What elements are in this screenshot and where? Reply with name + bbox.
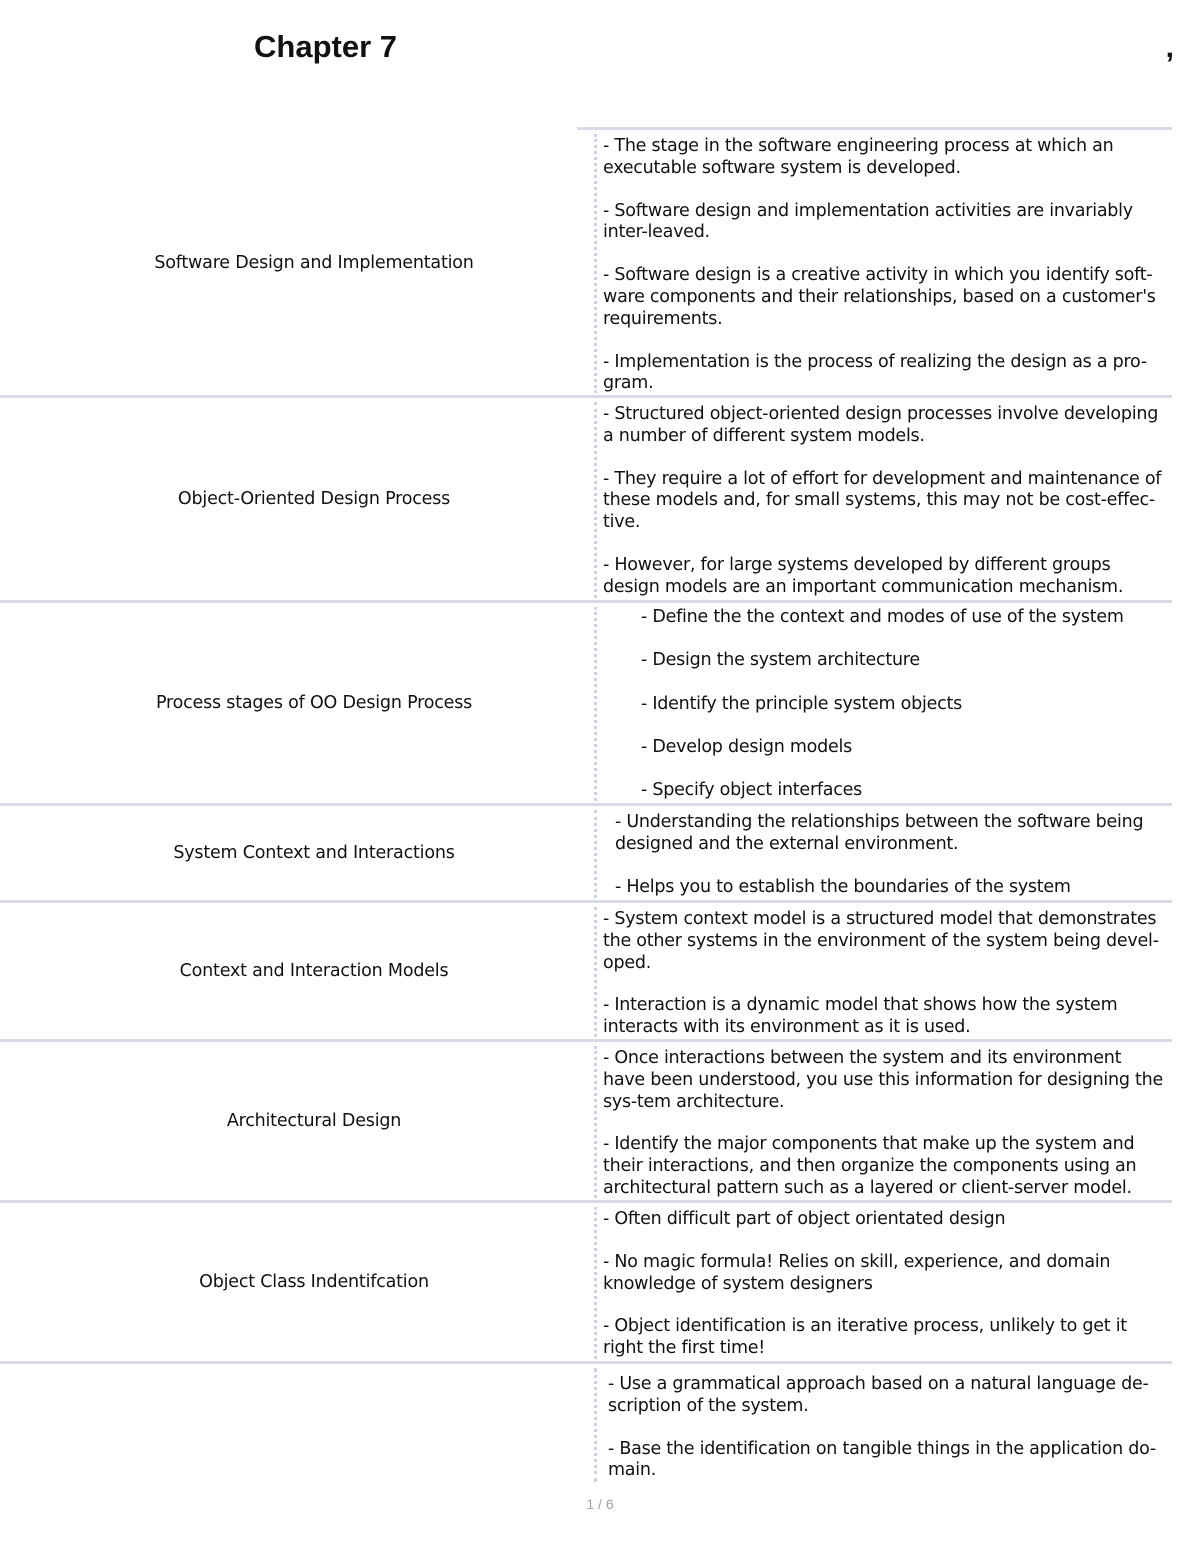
column-separator <box>594 1207 600 1359</box>
card-term: Software Design and Implementation <box>154 252 474 273</box>
column-separator <box>594 907 600 1037</box>
definition-line: - Identify the major components that make up the system and their interactions, and then organize the components using an architectural pattern such as a layered or client-server model. <box>603 1134 1137 1198</box>
card-definition <box>641 607 1166 823</box>
definition-line: - Understanding the relationships between the software being designed and the external environment. <box>615 812 1144 854</box>
card-term <box>0 1364 628 1484</box>
definition-line: - Structured object-oriented design processes involve developing a number of different system models. <box>603 404 1159 446</box>
card-term: Architectural Design <box>226 1111 402 1131</box>
column-separator <box>594 134 600 393</box>
definition-line: - Use a grammatical approach based on a natural language de-scription of the system. <box>608 1374 1149 1416</box>
definition-line: - Implementation is the process of realizing the design as a pro-gram. <box>603 351 1147 394</box>
page-corner-mark: , <box>1165 31 1174 64</box>
card-definition <box>603 1048 1166 1200</box>
card-definition <box>603 1209 1166 1360</box>
definition-line: - However, for large systems developed by different groups design models are an important communication mechanism. <box>603 554 1124 597</box>
definition-line: - Helps you to establish the boundaries of the system <box>615 876 1071 897</box>
card-definition <box>603 909 1166 1039</box>
definition-line: - No magic formula! Relies on skill, experience, and domain knowledge of system designers <box>603 1251 1111 1294</box>
card-term: Process stages of OO Design Process <box>155 693 473 713</box>
definition-line: - Define the the context and modes of use of the system <box>641 607 1124 627</box>
page-title: Chapter 7 <box>254 29 397 64</box>
definition-line: - Identify the principle system objects <box>641 693 962 714</box>
column-separator <box>594 1046 600 1198</box>
definition-line: - They require a lot of effort for development and maintenance of these models and, for small systems, this may not be cost-effec-tive. <box>603 468 1162 533</box>
card-term: Context and Interaction Models <box>179 961 449 981</box>
flashcard-row <box>0 603 1172 803</box>
flashcard-row <box>0 903 1172 1039</box>
definition-line: - Specify object interfaces <box>641 780 863 801</box>
definition-line: - Software design and implementation activities are invariably inter-leaved. <box>603 200 1133 243</box>
definition-line: - Base the identification on tangible things in the application do-main. <box>608 1438 1156 1481</box>
column-separator <box>594 1368 600 1482</box>
definition-line: - The stage in the software engineering process at which an executable software system is developed. <box>603 136 1114 178</box>
card-term: System Context and Interactions <box>173 843 455 863</box>
definition-line: - Software design is a creative activity in which you identify soft-ware components and their relationships, based on a customer's requirements. <box>603 265 1156 329</box>
flashcard-row <box>0 806 1172 900</box>
definition-line: - System context model is a structured model that demonstrates the other systems in the environment of the system being devel-oped. <box>603 909 1159 973</box>
definition-line: - Interaction is a dynamic model that shows how the system interacts with its environment as it is used. <box>603 995 1118 1038</box>
card-term: Object-Oriented Design Process <box>177 489 451 509</box>
flashcard-row <box>0 1203 1172 1361</box>
flashcard-row <box>0 1042 1172 1200</box>
card-definition <box>603 136 1166 395</box>
flashcard-row <box>0 398 1172 600</box>
column-separator <box>594 402 600 598</box>
definition-line: - Often difficult part of object orientated design <box>603 1209 1006 1229</box>
card-definition <box>608 1374 1166 1482</box>
flashcard-row <box>0 1364 1172 1484</box>
flashcard-row <box>0 130 1172 395</box>
definition-line: - Design the system architecture <box>641 650 920 671</box>
card-definition <box>603 404 1166 599</box>
column-separator <box>594 810 600 898</box>
definition-line: - Develop design models <box>641 736 852 757</box>
definition-line: - Object identification is an iterative process, unlikely to get it right the first time! <box>603 1316 1127 1359</box>
card-definition <box>615 812 1166 898</box>
definition-line: - Once interactions between the system and its environment have been understood, you use this information for designing the sys-tem architecture. <box>603 1048 1164 1112</box>
column-separator <box>594 607 600 801</box>
card-term: Object Class Indentifcation <box>199 1272 429 1292</box>
page-indicator: 1 / 6 <box>586 1496 614 1512</box>
